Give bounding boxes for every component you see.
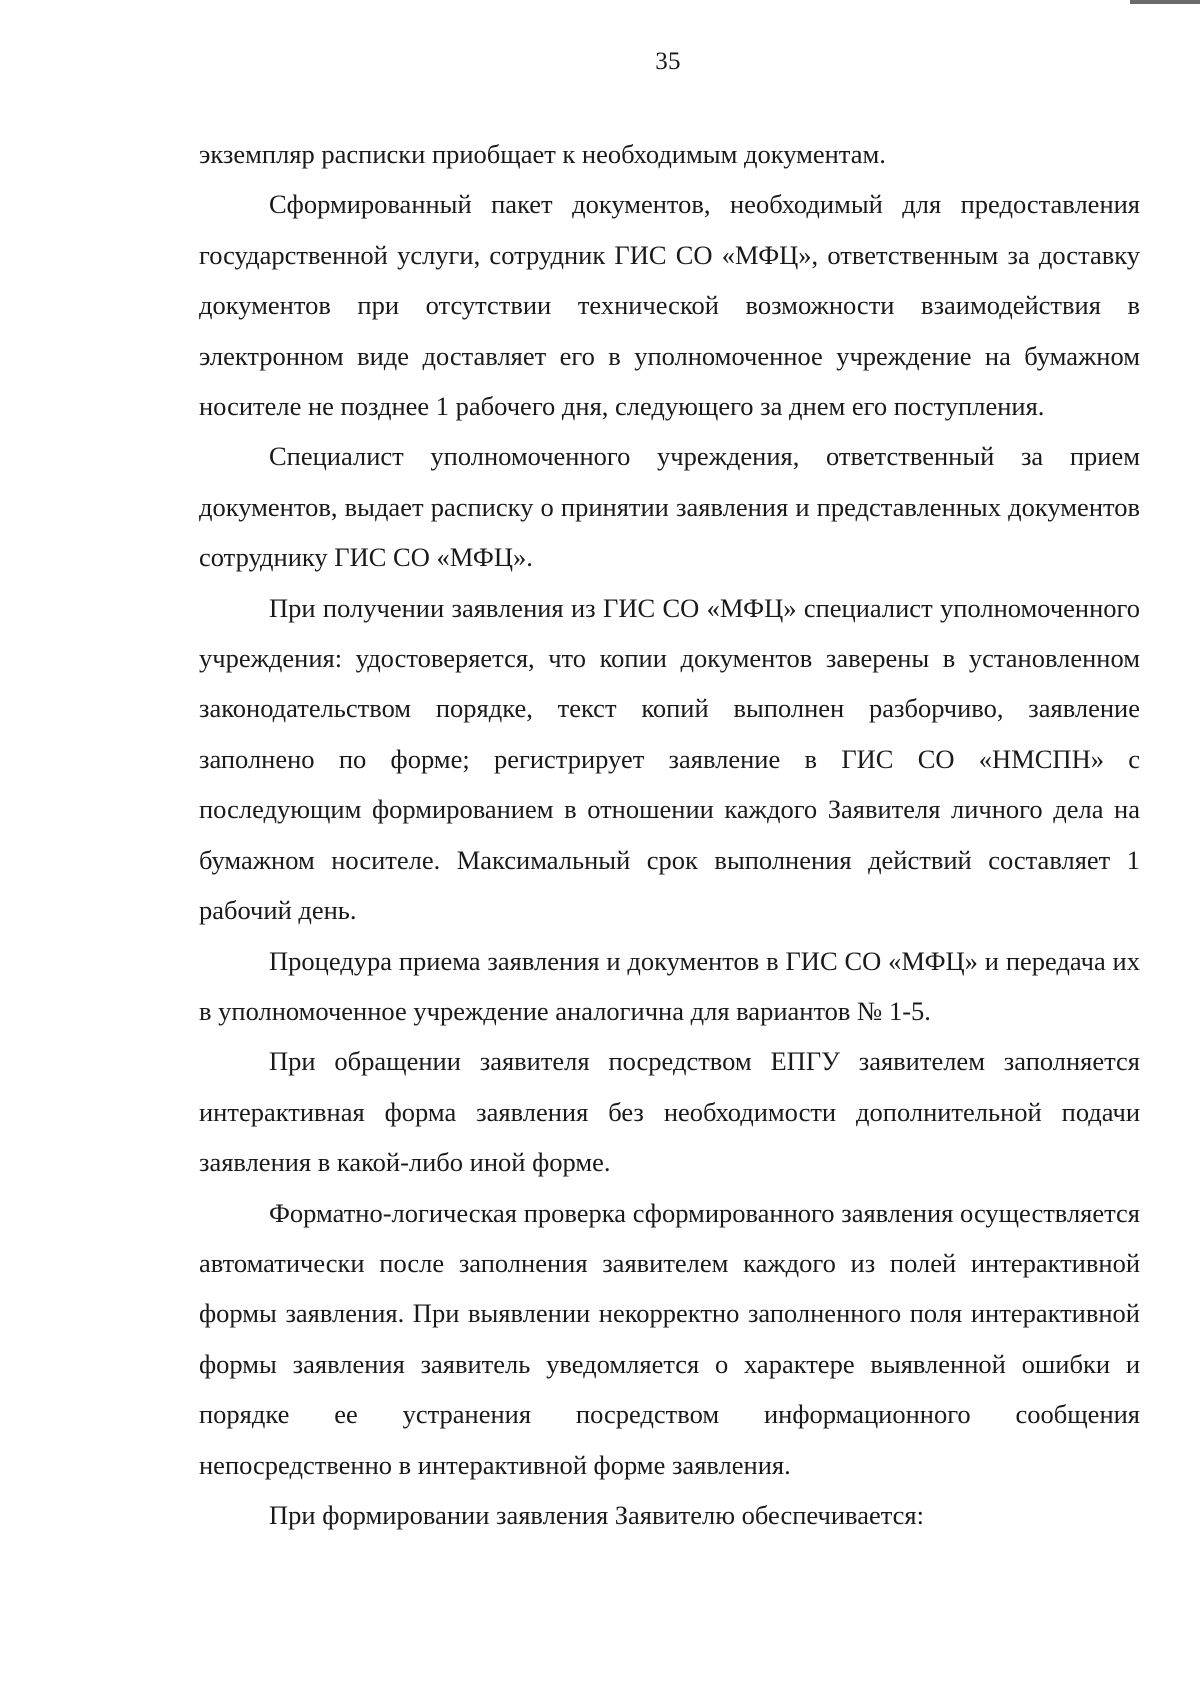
paragraph-format-check: Форматно-логическая проверка сформированного заявления осуществляется автоматически после заполнения заявителем каждого из полей интерактивной формы заявления. При выявлении некорректно заполненного поля интерактивной формы заявления заявитель уведомляется о характере выявленной ошибки и порядке ее устранения посредством информационного сообщения непосредственно в интерактивной форме заявления. (199, 1197, 1140, 1480)
paragraph-application-check: При получении заявления из ГИС СО «МФЦ» специалист уполномоченного учреждения: удостоверяется, что копии документов заверены в установленном законодательством порядке, текст копий выполнен разборчиво, заявление заполнено по форме; регистрирует заявление в ГИС СО «НМСПН» с последующим формированием в отношении каждого Заявителя личного дела на бумажном носителе. Максимальный срок выполнения действий составляет 1 рабочий день. (199, 592, 1140, 926)
paragraph-continuation: экземпляр расписки приобщает к необходимым документам. (199, 139, 886, 169)
paragraph-document-package: Сформированный пакет документов, необходимый для предоставления государственной услуги, сотрудник ГИС СО «МФЦ», ответственным за доставку документов при отсутствии технической возможности взаимодействия в электронном виде доставляет его в уполномоченное учреждение на бумажном носителе не позднее 1 рабочего дня, следующего за днем его поступления. (199, 189, 1140, 422)
paragraph-applicant-provided: При формировании заявления Заявителю обеспечивается: (269, 1499, 924, 1530)
body-text (199, 129, 1140, 1540)
paragraph-epgu-form: При обращении заявителя посредством ЕПГУ заявителем заполняется интерактивная форма заявления без необходимости дополнительной подачи заявления в какой-либо иной форме. (199, 1046, 1140, 1178)
page-number: 35 (655, 48, 681, 75)
paragraph-procedure-variants: Процедура приема заявления и документов в ГИС СО «МФЦ» и передача их в уполномоченное учреждение аналогична для вариантов № 1-5. (199, 945, 1140, 1026)
scan-edge-mark (1130, 0, 1200, 4)
paragraph-specialist-receipt: Специалист уполномоченного учреждения, ответственный за прием документов, выдает расписку о принятии заявления и представленных документов сотруднику ГИС СО «МФЦ». (199, 441, 1140, 573)
